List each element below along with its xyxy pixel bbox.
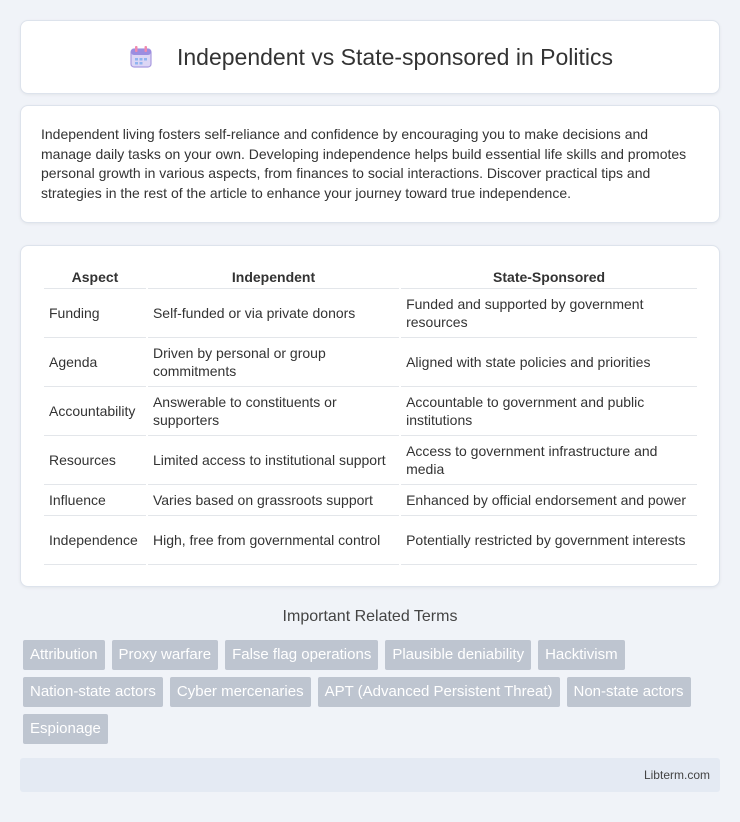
cell-independent: Driven by personal or group commitments: [148, 338, 399, 387]
table-row: [44, 485, 697, 516]
cell-aspect: Agenda: [44, 338, 146, 387]
footer-site-link[interactable]: Libterm.com: [643, 768, 710, 782]
related-terms-title: Important Related Terms: [282, 608, 458, 625]
comparison-table: [42, 264, 699, 565]
tag-cyber-mercenaries[interactable]: Cyber mercenaries: [170, 677, 311, 707]
cell-independent: Answerable to constituents or supporters: [148, 387, 399, 436]
cell-state-sponsored: Potentially restricted by government interests: [401, 516, 697, 565]
tag-attribution[interactable]: Attribution: [23, 640, 105, 670]
calendar-icon: [127, 43, 155, 71]
page-title: [127, 43, 613, 71]
comparison-table-card: [20, 245, 720, 587]
tag-hacktivism[interactable]: Hacktivism: [538, 640, 625, 670]
cell-state-sponsored: Enhanced by official endorsement and power: [401, 485, 697, 516]
page-title-text: Independent vs State-sponsored in Politics: [177, 43, 613, 70]
footer: [20, 758, 720, 792]
cell-state-sponsored: Funded and supported by government resources: [401, 289, 697, 338]
tag-apt[interactable]: APT (Advanced Persistent Threat): [318, 677, 560, 707]
cell-independent: Varies based on grassroots support: [148, 485, 399, 516]
cell-state-sponsored: Accountable to government and public institutions: [401, 387, 697, 436]
cell-independent: Self-funded or via private donors: [148, 289, 399, 338]
title-card: [20, 20, 720, 94]
tag-non-state-actors[interactable]: Non-state actors: [567, 677, 691, 707]
header-independent: Independent: [148, 264, 399, 289]
header-state-sponsored: State-Sponsored: [401, 264, 697, 289]
table-row: [44, 387, 697, 436]
table-row: [44, 289, 697, 338]
intro-card: [20, 105, 720, 223]
related-terms-list: [23, 640, 723, 751]
cell-aspect: Funding: [44, 289, 146, 338]
tag-nation-state-actors[interactable]: Nation-state actors: [23, 677, 163, 707]
cell-independent: Limited access to institutional support: [148, 436, 399, 485]
cell-state-sponsored: Aligned with state policies and priorities: [401, 338, 697, 387]
intro-text: Independent living fosters self-reliance and confidence by encouraging you to make decisions and manage daily tasks on your own. Developing independence helps build essential life skills and promotes personal growth in various aspects, from finances to social interactions. Discover practical tips and strategies in the rest of the article to enhance your journey toward true independence.: [41, 126, 687, 201]
tag-espionage[interactable]: Espionage: [23, 714, 108, 744]
cell-aspect: Accountability: [44, 387, 146, 436]
table-row: [44, 516, 697, 565]
cell-state-sponsored: Access to government infrastructure and media: [401, 436, 697, 485]
cell-aspect: Resources: [44, 436, 146, 485]
cell-independent: High, free from governmental control: [148, 516, 399, 565]
table-row: [44, 436, 697, 485]
tag-proxy-warfare[interactable]: Proxy warfare: [112, 640, 219, 670]
tag-plausible-deniability[interactable]: Plausible deniability: [385, 640, 531, 670]
tag-false-flag-operations[interactable]: False flag operations: [225, 640, 378, 670]
table-row: [44, 338, 697, 387]
cell-aspect: Influence: [44, 485, 146, 516]
cell-aspect: Independence: [44, 516, 146, 565]
table-header-row: [44, 264, 697, 289]
header-aspect: Aspect: [44, 264, 146, 289]
